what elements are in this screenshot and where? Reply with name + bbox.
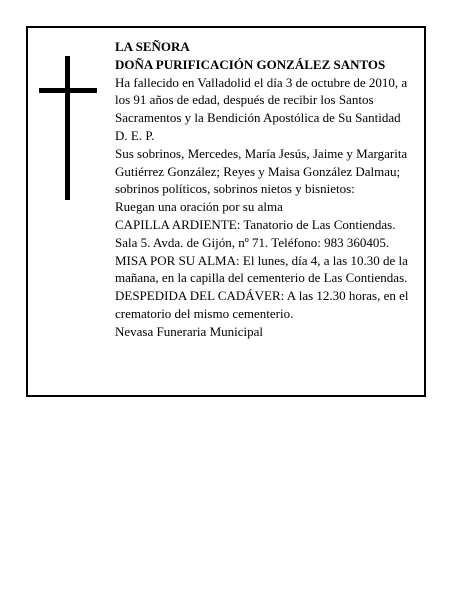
farewell-label: DESPEDIDA DEL CADÁVER: <box>115 288 285 304</box>
notice-title: LA SEÑORA <box>115 39 190 54</box>
funeral-home: Nevasa Funeraria Municipal <box>115 323 264 339</box>
cross-icon <box>39 56 97 200</box>
chapel-text: Tanatorio de Las Contiendas. Sala 5. Avda. de Gijón, nº 71. Teléfono: 983 360405. <box>115 216 396 250</box>
mass-label: MISA POR SU ALMA: <box>115 252 240 268</box>
death-statement: Ha fallecido en Valladolid el día 3 de octubre de 2010, a los 91 años de edad, después de recibir los Santos Sacramentos y la Bendición Apostólica de Su Santidad <box>115 74 408 126</box>
deceased-name: DOÑA PURIFICACIÓN GONZÁLEZ SANTOS <box>115 56 386 72</box>
obituary-notice <box>26 26 426 397</box>
mass-info <box>115 252 419 288</box>
cross-vertical-bar <box>65 56 70 200</box>
farewell-info <box>115 287 419 323</box>
chapel-label: CAPILLA ARDIENTE: <box>115 216 241 232</box>
chapel-info <box>115 216 419 252</box>
farewell-text: A las 12.30 horas, en el crematorio del mismo cementerio. <box>115 288 409 321</box>
prayer-request: Ruegan una oración por su alma <box>115 199 283 215</box>
notice-text-block <box>115 38 419 341</box>
dep-text: D. E. P. <box>115 127 155 143</box>
mass-text: El lunes, día 4, a las 10.30 de la mañana, en la capilla del cementerio de Las Contiendas. <box>115 252 408 286</box>
family-text: Sus sobrinos, Mercedes, María Jesús, Jaime y Margarita Gutiérrez González; Reyes y Maisa González Dalmau; sobrinos políticos, sobrinos nietos y bisnietos: <box>115 145 408 197</box>
cross-horizontal-bar <box>39 88 97 93</box>
